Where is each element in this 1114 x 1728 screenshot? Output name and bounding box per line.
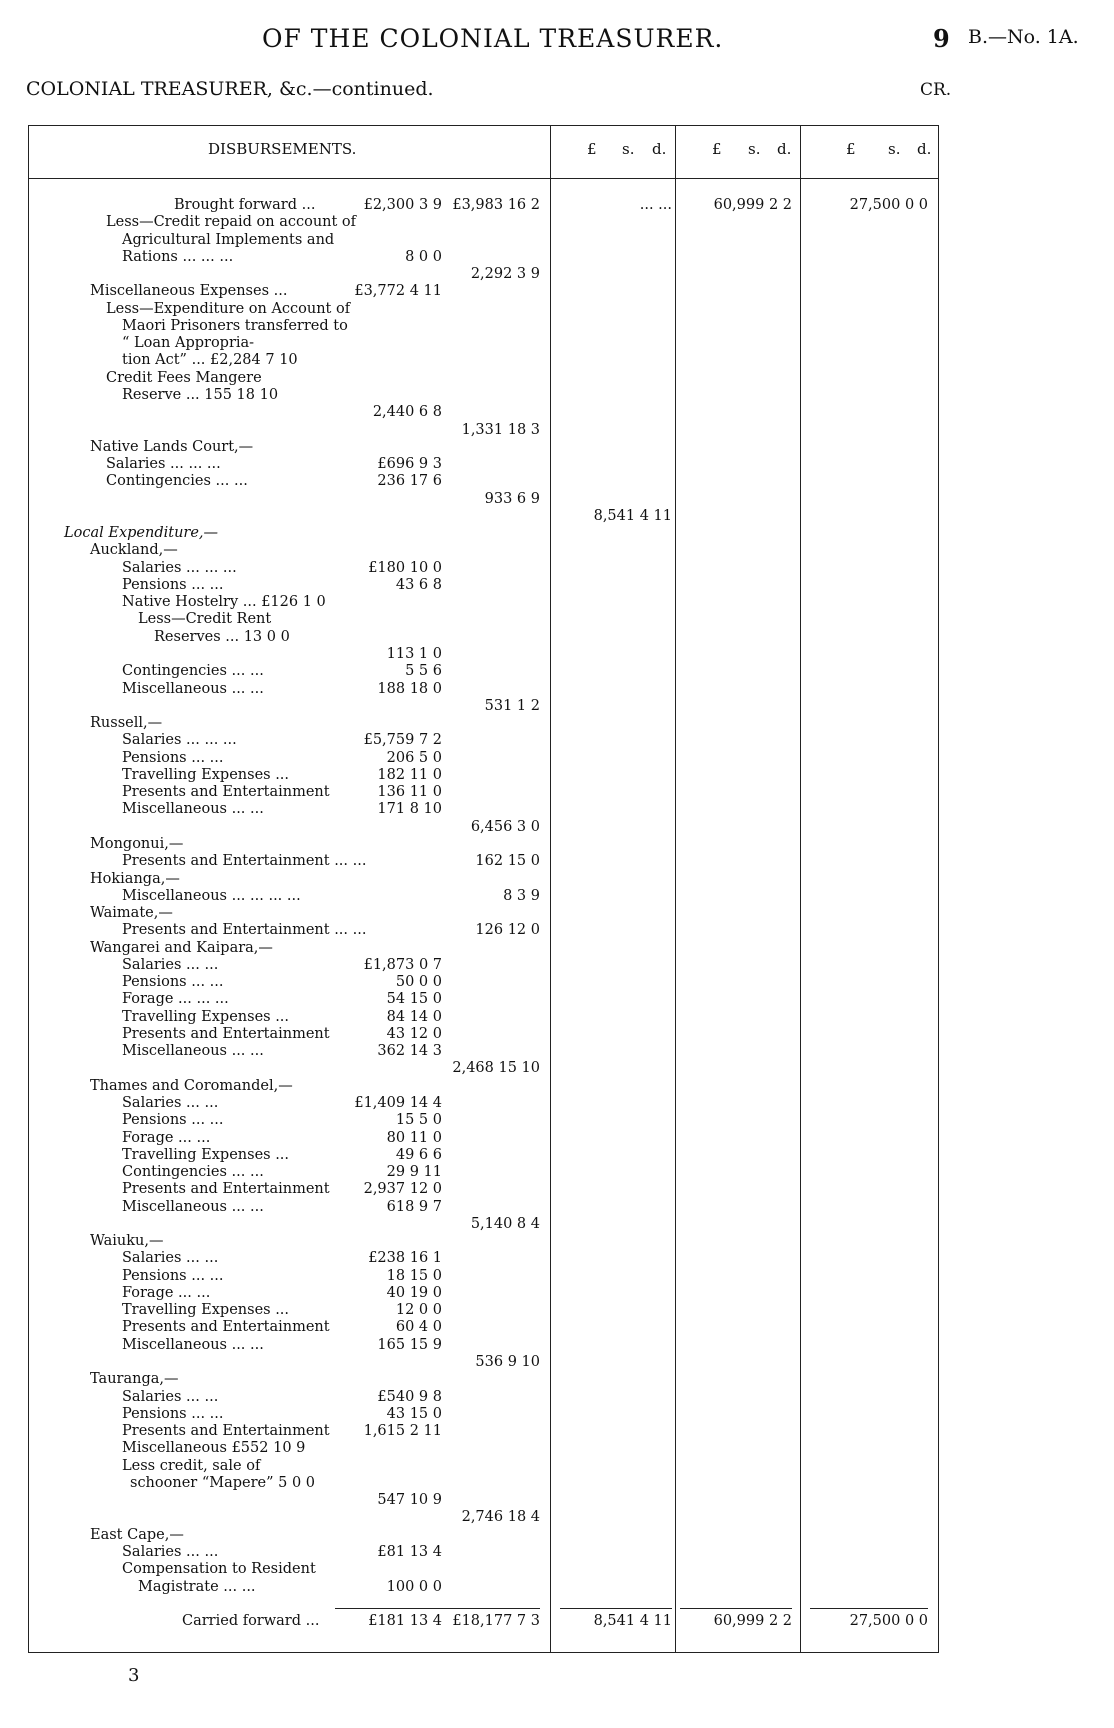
table-row (0, 697, 1114, 715)
amount-c1: £180 10 0 (368, 559, 442, 576)
amount-c2: 2,292 3 9 (470, 266, 540, 283)
table-row (0, 1560, 1114, 1578)
table-row (0, 490, 1114, 508)
amount-c1: 206 5 0 (386, 749, 442, 766)
table-row (0, 248, 1114, 266)
total-rule (680, 1608, 792, 1609)
amount-c1: 8 0 0 (405, 248, 442, 265)
row-label: Presents and Entertainment ... ... (122, 853, 367, 870)
amount-c1: £2,300 3 9 (363, 197, 442, 213)
pence-header: d. (777, 140, 792, 158)
table-row (0, 282, 1114, 300)
table-row (0, 1146, 1114, 1164)
amount-c1: 1,615 2 11 (363, 1423, 442, 1439)
table-row (0, 887, 1114, 905)
table-row (0, 1059, 1114, 1077)
table-row (0, 1405, 1114, 1423)
amount-c1: 15 5 0 (395, 1112, 442, 1129)
pence-header: d. (917, 140, 932, 158)
table-row (0, 1388, 1114, 1406)
row-label: Thames and Coromandel,— (90, 1077, 293, 1094)
table-row (0, 1180, 1114, 1198)
table-row (0, 1267, 1114, 1285)
credit-side-label: CR. (920, 80, 952, 100)
row-label: Travelling Expenses ... (122, 1008, 290, 1025)
sheet-number: 3 (128, 1665, 140, 1686)
table-row (0, 818, 1114, 836)
row-label: Contingencies ... ... (106, 473, 248, 490)
table-row (0, 1301, 1114, 1319)
row-label: Native Hostelry ... £126 1 0 (122, 594, 326, 611)
table-row (0, 852, 1114, 870)
row-label: Waiuku,— (90, 1233, 164, 1250)
amount-c2: £3,983 16 2 (452, 197, 540, 213)
row-label: Miscellaneous ... ... (122, 1043, 264, 1060)
amount-c1: 18 15 0 (386, 1267, 442, 1284)
amount-c1: £5,759 7 2 (363, 732, 442, 749)
row-label: “ Loan Appropria- (122, 335, 255, 352)
row-label: tion Act” ... £2,284 7 10 (122, 352, 298, 369)
row-label: East Cape,— (90, 1526, 184, 1543)
amount-c2: 2,746 18 4 (461, 1509, 540, 1526)
amount-c1: 188 18 0 (377, 680, 442, 697)
amount-c1: 362 14 3 (377, 1043, 442, 1060)
table-row (0, 1129, 1114, 1147)
row-label: Presents and Entertainment (122, 1319, 330, 1336)
table-row (0, 1077, 1114, 1095)
table-row (0, 507, 1114, 525)
row-label: Hokianga,— (90, 870, 180, 887)
table-row (0, 1284, 1114, 1302)
row-label: Pensions ... ... (122, 576, 224, 593)
table-row (0, 1543, 1114, 1561)
amount-c1: 43 6 8 (395, 576, 442, 593)
table-row (0, 1336, 1114, 1354)
amount-c2: 1,331 18 3 (461, 421, 540, 438)
amount-c1: £1,409 14 4 (354, 1095, 442, 1111)
table-row (0, 921, 1114, 939)
table-row (0, 1526, 1114, 1544)
row-label: Miscellaneous ... ... (122, 680, 264, 697)
row-label: Compensation to Resident (122, 1561, 316, 1578)
row-label: Auckland,— (90, 542, 178, 559)
table-row (0, 731, 1114, 749)
row-label: Salaries ... ... (122, 1543, 219, 1560)
amount-c1: 60 4 0 (395, 1319, 442, 1336)
table-row (0, 317, 1114, 335)
row-label: Pensions ... ... (122, 1405, 224, 1422)
amount-c1: £81 13 4 (377, 1543, 442, 1560)
row-label: Russell,— (90, 715, 163, 731)
row-label: Pensions ... ... (122, 1267, 224, 1284)
amount-c1: 5 5 6 (405, 663, 442, 680)
table-row (0, 369, 1114, 387)
table-row (0, 783, 1114, 801)
amount-c1: 2,937 12 0 (363, 1181, 442, 1198)
table-row (0, 1457, 1114, 1475)
table-row (0, 403, 1114, 421)
row-label: Less—Expenditure on Account of (106, 300, 351, 317)
table-row (0, 576, 1114, 594)
table-row (0, 196, 1114, 214)
shilling-header: s. (888, 140, 901, 158)
table-row (0, 265, 1114, 283)
row-label: Less credit, sale of (122, 1457, 261, 1474)
amount-c1: 100 0 0 (386, 1578, 442, 1595)
amount-c1: 80 11 0 (386, 1129, 442, 1146)
table-row (0, 1094, 1114, 1112)
table-row (0, 386, 1114, 404)
amount-c1: 50 0 0 (395, 974, 442, 991)
table-row (0, 438, 1114, 456)
row-label: Presents and Entertainment (122, 1181, 330, 1198)
table-row (0, 1232, 1114, 1250)
row-label: Travelling Expenses ... (122, 1302, 290, 1319)
row-label: Local Expenditure,— (64, 525, 219, 542)
page-number: 9 (933, 24, 950, 53)
amount-c3: ... ... (639, 197, 672, 213)
row-label: Mongonui,— (90, 835, 184, 852)
amount-c2: £18,177 7 3 (452, 1613, 540, 1629)
table-row (0, 300, 1114, 318)
amount-c2: 126 12 0 (475, 922, 540, 939)
table-row (0, 1318, 1114, 1336)
table-row (0, 351, 1114, 369)
amount-c1: 236 17 6 (377, 473, 442, 490)
row-label: Credit Fees Mangere (106, 369, 262, 386)
table-row (0, 939, 1114, 957)
amount-c1: 29 9 11 (386, 1164, 442, 1180)
row-label: Pensions ... ... (122, 974, 224, 991)
table-row (0, 766, 1114, 784)
table-row (0, 714, 1114, 732)
row-label: Brought forward ... (174, 197, 316, 213)
table-row (0, 610, 1114, 628)
row-label: Presents and Entertainment (122, 784, 330, 801)
amount-c4: 60,999 2 2 (713, 197, 792, 213)
table-row (0, 231, 1114, 249)
table-row (0, 593, 1114, 611)
row-label: Salaries ... ... ... (122, 732, 237, 749)
amount-c3: 8,541 4 11 (593, 1613, 672, 1629)
amount-c1: 136 11 0 (377, 784, 442, 801)
table-row (0, 1578, 1114, 1596)
table-row (0, 472, 1114, 490)
document-reference: B.—No. 1A. (968, 26, 1079, 48)
pound-header: £ (587, 140, 597, 158)
table-row (0, 1042, 1114, 1060)
amount-c1: £1,873 0 7 (363, 956, 442, 973)
row-label: Presents and Entertainment (122, 1423, 330, 1439)
total-rule (335, 1608, 440, 1609)
table-row (0, 524, 1114, 542)
table-row (0, 1008, 1114, 1026)
row-label: Miscellaneous ... ... (122, 1336, 264, 1353)
table-row (0, 1353, 1114, 1371)
section-subtitle: COLONIAL TREASURER, &c.—continued. (26, 78, 434, 100)
amount-c1: 43 12 0 (386, 1025, 442, 1042)
row-label: Miscellaneous £552 10 9 (122, 1440, 306, 1457)
amount-c1: 49 6 6 (395, 1146, 442, 1163)
amount-c1: 2,440 6 8 (372, 404, 442, 421)
table-row (0, 1249, 1114, 1267)
table-row (0, 1439, 1114, 1457)
amount-c1: £540 9 8 (377, 1388, 442, 1405)
amount-c1: 165 15 9 (377, 1336, 442, 1353)
table-row (0, 1370, 1114, 1388)
row-label: Miscellaneous Expenses ... (90, 283, 288, 300)
table-row (0, 541, 1114, 559)
amount-c2: 2,468 15 10 (452, 1060, 540, 1077)
amount-c1: £238 16 1 (368, 1250, 442, 1267)
row-label: Contingencies ... ... (122, 663, 264, 680)
total-rule (560, 1608, 672, 1609)
amount-c1: 12 0 0 (395, 1302, 442, 1319)
row-label: Salaries ... ... (122, 1388, 219, 1405)
row-label: Salaries ... ... ... (122, 559, 237, 576)
table-row (0, 800, 1114, 818)
total-rule (440, 1608, 540, 1609)
amount-c2: 5,140 8 4 (470, 1215, 540, 1232)
shilling-header: s. (748, 140, 761, 158)
amount-c5: 27,500 0 0 (849, 197, 928, 213)
amount-c1: 40 19 0 (386, 1284, 442, 1301)
total-rule (810, 1608, 928, 1609)
amount-c1: £181 13 4 (368, 1613, 442, 1629)
table-row (0, 1215, 1114, 1233)
table-row (0, 680, 1114, 698)
row-label: Salaries ... ... (122, 956, 219, 973)
table-row (0, 973, 1114, 991)
row-label: Reserve ... 155 18 10 (122, 387, 279, 403)
amount-c2: 6,456 3 0 (470, 818, 540, 835)
pence-header: d. (652, 140, 667, 158)
amount-c2: 536 9 10 (475, 1354, 540, 1370)
amount-c1: 171 8 10 (377, 801, 442, 818)
table-row (0, 1595, 1114, 1613)
row-label: Travelling Expenses ... (122, 766, 290, 783)
table-row (0, 213, 1114, 231)
table-row (0, 1474, 1114, 1492)
row-label: Magistrate ... ... (138, 1578, 256, 1595)
row-label: schooner “Mapere” 5 0 0 (130, 1474, 316, 1491)
row-label: Less—Credit repaid on account of (106, 214, 357, 231)
table-row (0, 1198, 1114, 1216)
amount-c1: 54 15 0 (386, 991, 442, 1008)
table-row (0, 904, 1114, 922)
amount-c1: 618 9 7 (386, 1198, 442, 1215)
table-row (0, 662, 1114, 680)
row-label: Maori Prisoners transferred to (122, 317, 348, 334)
row-label: Forage ... ... ... (122, 991, 229, 1008)
table-row (0, 956, 1114, 974)
amount-c4: 60,999 2 2 (713, 1613, 792, 1629)
row-label: Salaries ... ... (122, 1250, 219, 1267)
table-row (0, 1612, 1114, 1630)
amount-c1: £696 9 3 (377, 456, 442, 472)
row-label: Forage ... ... (122, 1284, 211, 1301)
row-label: Reserves ... 13 0 0 (154, 628, 290, 645)
table-row (0, 421, 1114, 439)
amount-c5: 27,500 0 0 (849, 1613, 928, 1629)
row-label: Salaries ... ... (122, 1095, 219, 1111)
shilling-header: s. (622, 140, 635, 158)
disbursements-heading: DISBURSEMENTS. (208, 140, 357, 158)
table-row (0, 455, 1114, 473)
amount-c1: £3,772 4 11 (354, 283, 442, 300)
amount-c1: 113 1 0 (386, 646, 442, 662)
table-row (0, 835, 1114, 853)
row-label: Wangarei and Kaipara,— (90, 939, 273, 956)
amount-c1: 43 15 0 (386, 1405, 442, 1422)
row-label: Presents and Entertainment (122, 1025, 330, 1042)
amount-c1: 84 14 0 (386, 1008, 442, 1025)
table-row (0, 1163, 1114, 1181)
amount-c2: 933 6 9 (484, 490, 540, 507)
table-row (0, 990, 1114, 1008)
table-row (0, 749, 1114, 767)
row-label: Forage ... ... (122, 1129, 211, 1146)
table-row (0, 559, 1114, 577)
row-label: Agricultural Implements and (122, 231, 335, 248)
row-label: Miscellaneous ... ... (122, 1198, 264, 1215)
row-label: Miscellaneous ... ... ... ... (122, 887, 301, 904)
amount-c3: 8,541 4 11 (593, 507, 672, 524)
row-label: Pensions ... ... (122, 1112, 224, 1129)
amount-c2: 531 1 2 (484, 697, 540, 714)
row-label: Tauranga,— (90, 1371, 179, 1388)
row-label: Native Lands Court,— (90, 438, 254, 455)
row-label: Pensions ... ... (122, 749, 224, 766)
table-row (0, 628, 1114, 646)
table-row (0, 1491, 1114, 1509)
table-row (0, 1111, 1114, 1129)
row-label: Less—Credit Rent (138, 611, 272, 628)
table-row (0, 334, 1114, 352)
row-label: Presents and Entertainment ... ... (122, 922, 367, 939)
table-row (0, 645, 1114, 663)
amount-c1: 182 11 0 (377, 766, 442, 783)
row-label: Contingencies ... ... (122, 1164, 264, 1180)
table-row (0, 1508, 1114, 1526)
row-label: Travelling Expenses ... (122, 1146, 290, 1163)
page-title: OF THE COLONIAL TREASURER. (262, 24, 724, 53)
row-label: Rations ... ... ... (122, 248, 234, 265)
row-label: Miscellaneous ... ... (122, 801, 264, 818)
amount-c2: 8 3 9 (503, 887, 540, 904)
row-label: Salaries ... ... ... (106, 456, 221, 472)
row-label: Carried forward ... (182, 1613, 320, 1629)
table-row (0, 870, 1114, 888)
pound-header: £ (712, 140, 722, 158)
amount-c2: 162 15 0 (475, 853, 540, 870)
table-row (0, 1025, 1114, 1043)
row-label: Waimate,— (90, 905, 173, 921)
pound-header: £ (846, 140, 856, 158)
table-row (0, 1422, 1114, 1440)
amount-c1: 547 10 9 (377, 1492, 442, 1509)
